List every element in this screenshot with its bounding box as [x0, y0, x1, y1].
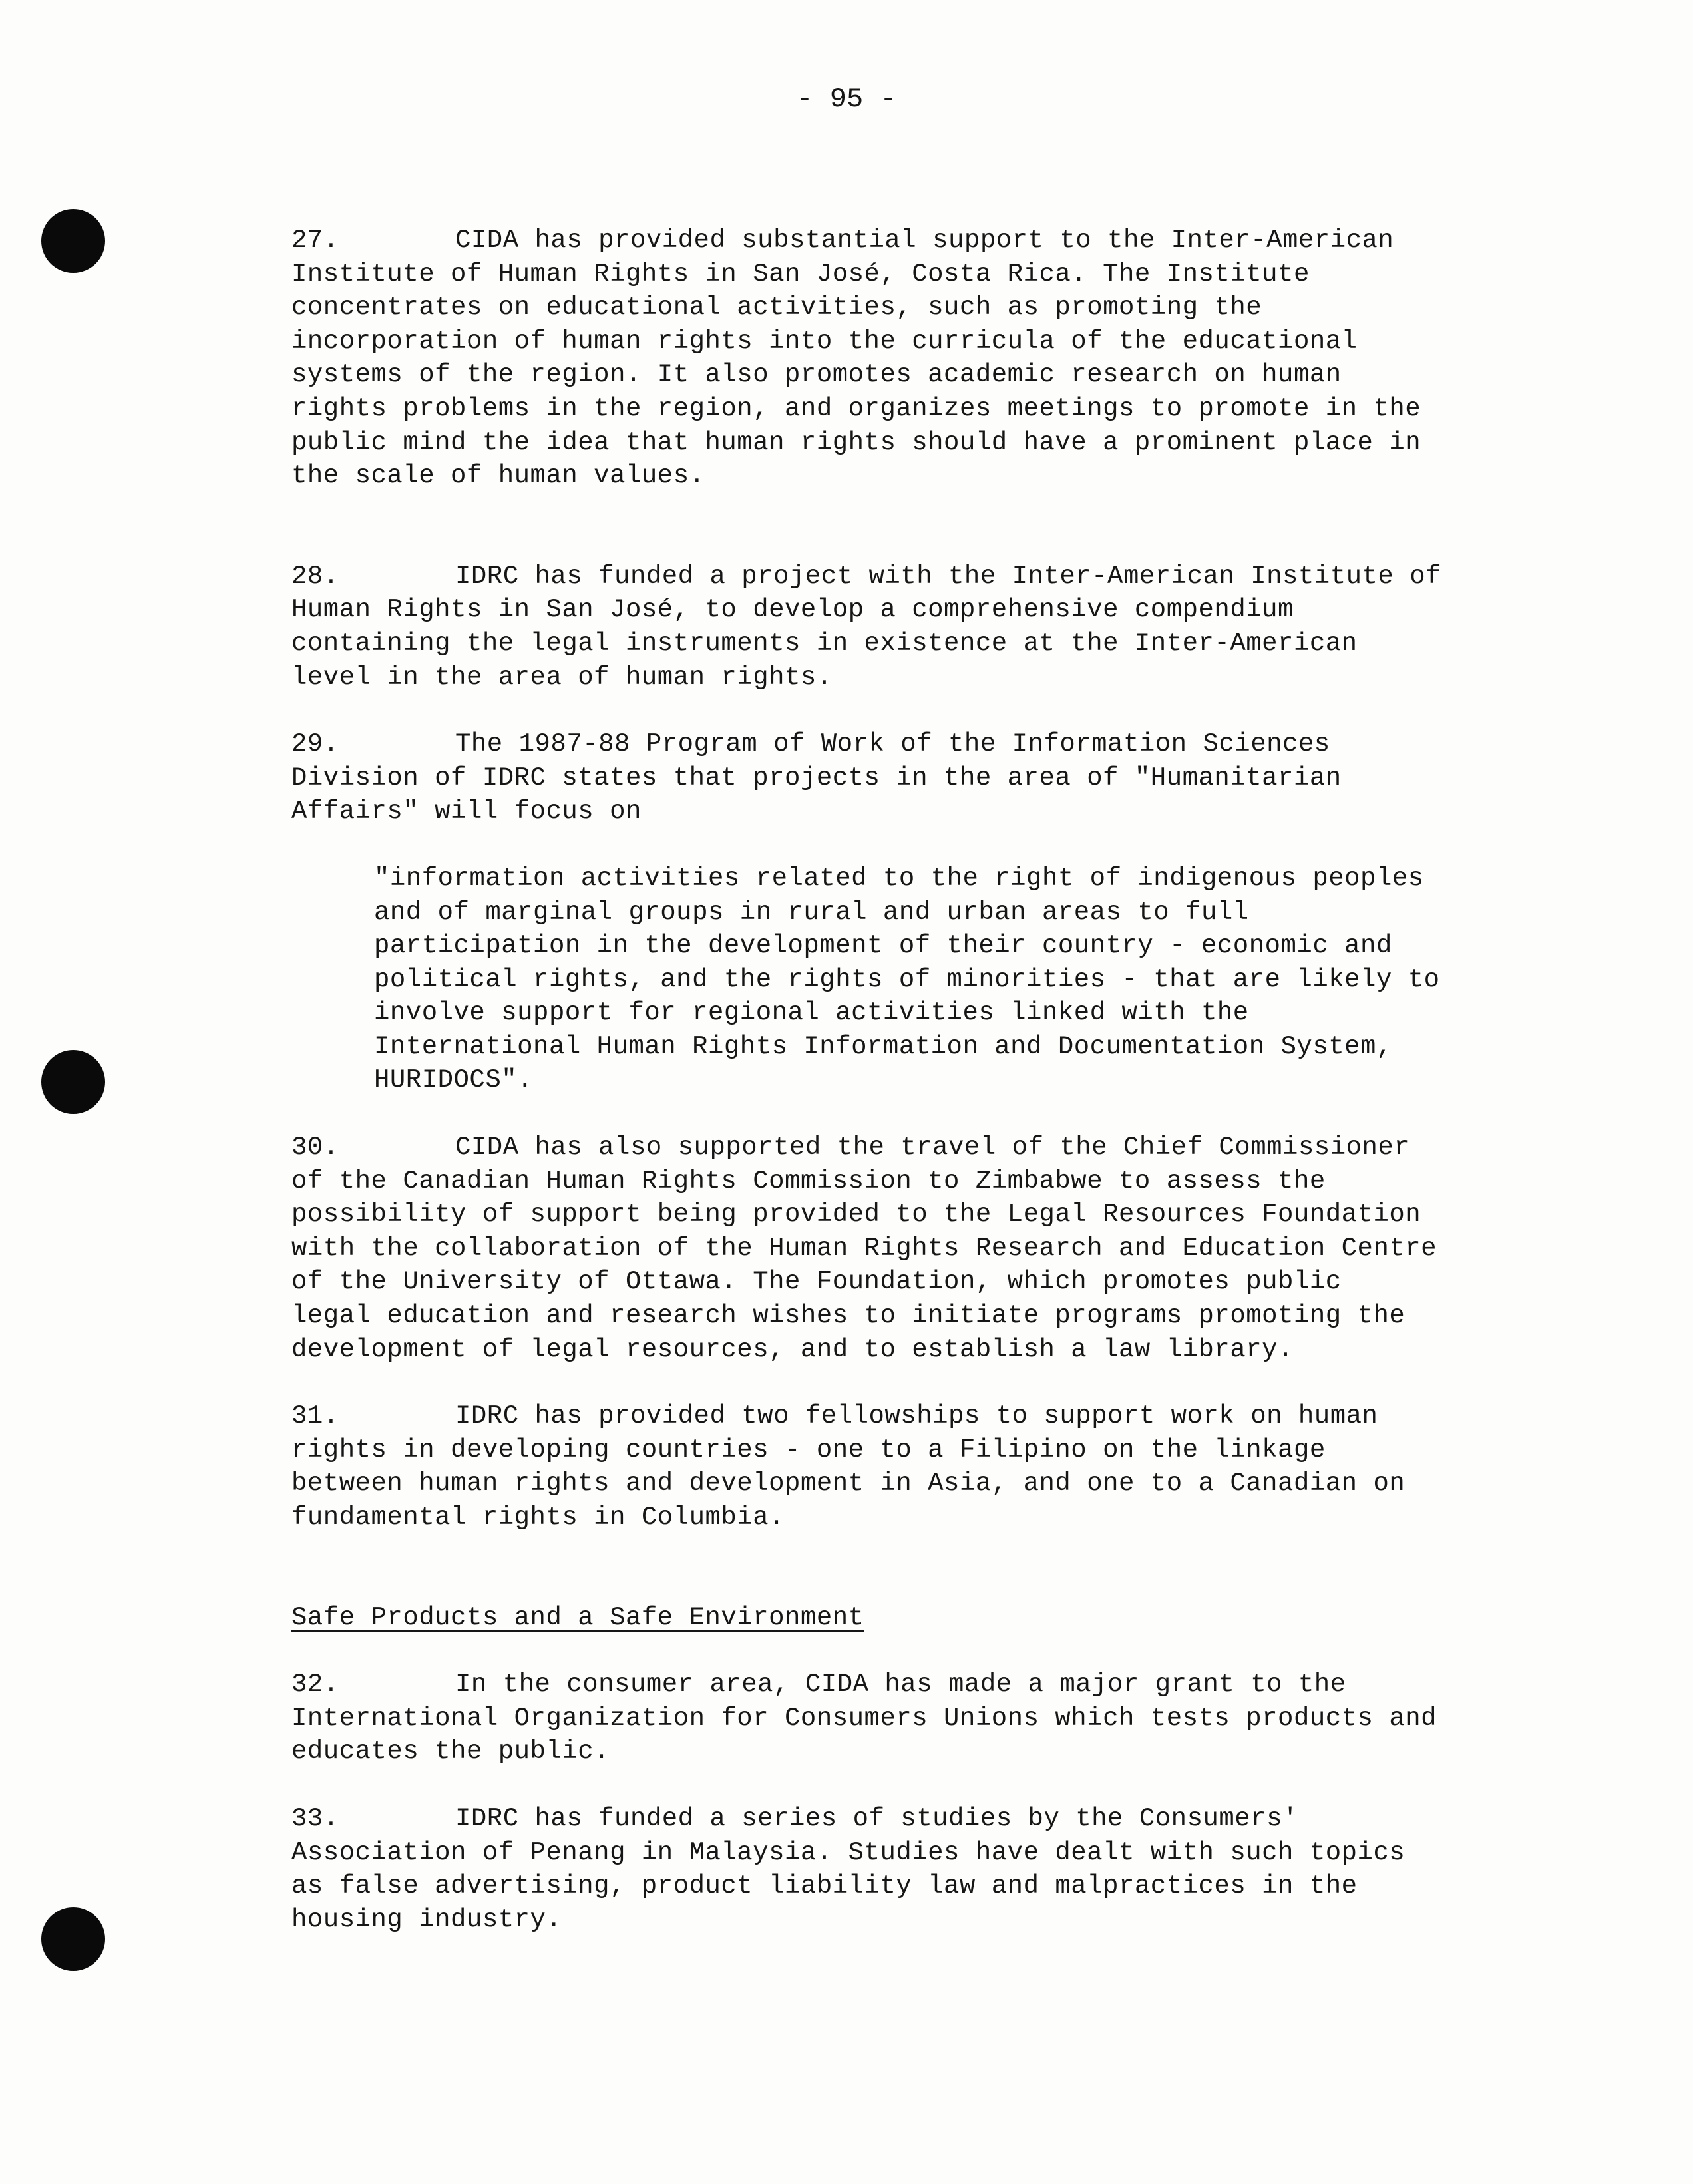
paragraph-text: The 1987-88 Program of Work of the Information Sciences Division of IDRC states that projects in the area of "Humanitarian Affairs" will focus on	[291, 729, 1342, 826]
page-number: - 95 -	[796, 83, 897, 115]
paragraph-text: IDRC has funded a series of studies by the Consumers' Association of Penang in Malaysia. Studies have dealt with such topics as false advertising, product liability law and malpractices in the housing industry.	[291, 1803, 1406, 1934]
paragraph-27	[291, 224, 1509, 493]
paragraph-number: 29.	[291, 729, 339, 759]
paragraph-30	[291, 1131, 1509, 1366]
punch-hole-top	[41, 209, 105, 273]
paragraph-text: In the consumer area, CIDA has made a major grant to the International Organization for Consumers Unions which tests products and educates the public.	[291, 1670, 1437, 1767]
punch-hole-bottom	[41, 1907, 105, 1971]
paragraph-number: 27.	[291, 226, 339, 255]
paragraph-29	[291, 727, 1509, 828]
paragraph-32	[291, 1668, 1509, 1769]
paragraph-number: 33.	[291, 1803, 339, 1833]
block-quote: "information activities related to the right of indigenous peoples and of marginal groups in rural and urban areas to full participation in the development of their country - economic and political rights, and the rights of minorities - that are likely to involve support for regional activities linked with the International Human Rights Information and Documentation System, HURIDOCS".	[374, 863, 1440, 1095]
paragraph-number: 31.	[291, 1401, 339, 1431]
paragraph-text: IDRC has provided two fellowships to support work on human rights in developing countries - one to a Filipino on the linkage between human rights and development in Asia, and one to a Canadian on fundamental rights in Columbia.	[291, 1401, 1406, 1532]
paragraph-text: CIDA has provided substantial support to the Inter-American Institute of Human Rights in San José, Costa Rica. The Institute concentrates on educational activities, such as promoting the incorporation of human rights into the curricula of the educational systems of the region. It also promotes academic research on human rights problems in the region, and organizes meetings to promote in the public mind the idea that human rights should have a prominent place in the scale of human values.	[291, 226, 1421, 491]
section-heading: Safe Products and a Safe Environment	[291, 1602, 864, 1632]
paragraph-text: CIDA has also supported the travel of the Chief Commissioner of the Canadian Human Rights Commission to Zimbabwe to assess the possibility of support being provided to the Legal Resources Foundation with the collaboration of the Human Rights Research and Education Centre of the University of Ottawa. The Foundation, which promotes public legal education and research wishes to initiate programs promoting the development of legal resources, and to establish a law library.	[291, 1133, 1437, 1364]
punch-hole-middle	[41, 1050, 105, 1114]
paragraph-number: 28.	[291, 561, 339, 591]
paragraph-number: 32.	[291, 1670, 339, 1700]
paragraph-number: 30.	[291, 1133, 339, 1163]
paragraph-28	[291, 560, 1509, 694]
paragraph-text: IDRC has funded a project with the Inter-American Institute of Human Rights in San José, to develop a comprehensive compendium containing the legal instruments in existence at the Inter-American level in the area of human rights.	[291, 561, 1442, 692]
paragraph-31	[291, 1399, 1509, 1534]
document-body	[291, 224, 1509, 1936]
paragraph-33	[291, 1802, 1509, 1936]
